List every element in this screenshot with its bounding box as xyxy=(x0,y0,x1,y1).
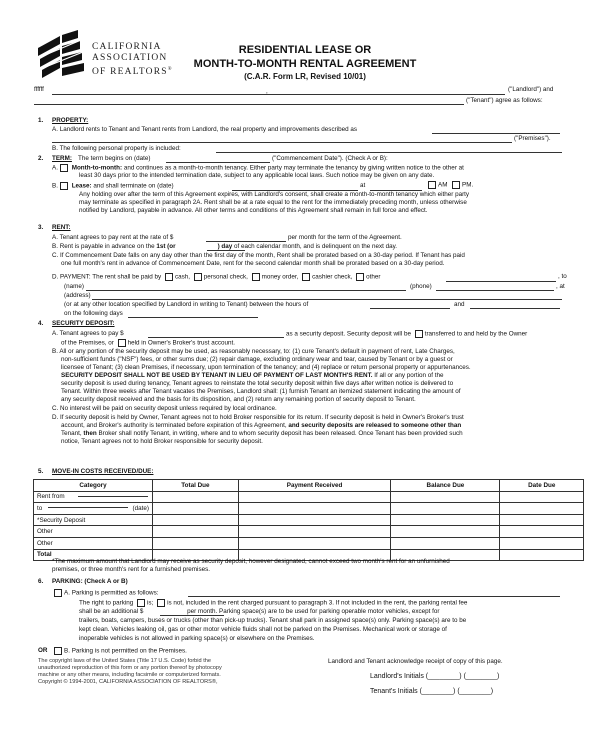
pm-label: PM. xyxy=(462,181,474,189)
table-cell[interactable] xyxy=(391,526,500,538)
parking-description-line[interactable] xyxy=(188,596,560,597)
parking-permitted-checkbox[interactable] xyxy=(54,589,62,597)
copyright-notice xyxy=(38,658,222,686)
s3-b-first: 1st (or xyxy=(156,243,176,250)
s4-b-line-5: security deposit is used during tenancy, Tenant agrees to reinstate the total security deposit within five days after written notice is delivered to xyxy=(61,380,454,387)
section-5-title: MOVE-IN COSTS RECEIVED/DUE: xyxy=(52,468,154,475)
s2-b-label: B. xyxy=(52,182,58,190)
table-cell[interactable] xyxy=(500,503,584,515)
s6-a-text: A. Parking is permitted as follows: xyxy=(64,589,159,597)
col-payment-received: Payment Received xyxy=(238,480,391,492)
s4-b-bold: SECURITY DEPOSIT SHALL NOT BE USED BY TENANT IN LIEU OF PAYMENT OF LAST MONTH'S RENT. xyxy=(61,372,373,379)
s2-a-label: A. xyxy=(52,164,58,172)
table-cell[interactable] xyxy=(153,526,239,538)
row-suffix: (date) xyxy=(132,504,149,512)
parking-fee-line[interactable] xyxy=(160,615,224,616)
s4-d-line-1: D. If security deposit is held by Owner, Tenant agrees not to hold Broker responsible for its return. If security deposit is held in Owner's Broker's trust xyxy=(52,414,464,421)
section-6-title: PARKING: (Check A or B) xyxy=(52,578,128,585)
row-label-text: Total xyxy=(37,551,52,559)
row-label-text: to xyxy=(37,504,43,512)
s2-a-line-2: least 30 days prior to the intended termination date, subject to any applicable local laws. Such notice may be given on any date. xyxy=(79,172,435,179)
s3-to: , to xyxy=(558,273,567,280)
s6-a-line-6: inoperable vehicles is not allowed in parking space(s) or elsewhere on the Premises. xyxy=(79,635,315,642)
s3-b-day: ) day xyxy=(217,243,233,250)
s5-note-1: *The maximum amount that Landlord may receive as security deposit, however designated, cannot exceed two month's rent for an unfurnished xyxy=(52,558,450,565)
cashier-check-checkbox[interactable] xyxy=(302,273,310,281)
s4-d-then: then xyxy=(83,430,97,437)
acknowledgement-text: Landlord and Tenant acknowledge receipt of copy of this page. xyxy=(328,658,503,665)
phone-label: (phone) xyxy=(410,283,432,290)
form-title-1: RESIDENTIAL LEASE OR xyxy=(238,44,372,56)
logo-line-3: OF REALTORS® xyxy=(92,67,173,78)
hours-to-line[interactable] xyxy=(470,308,560,309)
table-cell[interactable] xyxy=(391,491,500,503)
s3-c-line-2: one full month's rent in advance of Commencement Date, rent for the second calendar month shall be prorated based on a 30-day period. xyxy=(61,260,445,267)
premises-label: ("Premises"). xyxy=(514,135,551,142)
s6-a-text-3b: per month. Parking space(s) are to be used for parking operable motor vehicles, except for xyxy=(187,608,440,615)
s3-d-row xyxy=(52,273,381,282)
row-label-text: Rent from xyxy=(37,493,65,501)
s4-a-row-3 xyxy=(61,339,235,348)
table-cell[interactable] xyxy=(153,503,239,515)
s4-b-line-6: Tenant. Within three weeks after Tenant vacates the Premises, Landlord shall: (1) furnish Tenant an itemized statement indicating the amount of xyxy=(61,388,461,395)
cashier-check-label: cashier check, xyxy=(312,273,353,281)
date-field[interactable]: ffffff xyxy=(34,86,44,93)
car-logo xyxy=(38,30,90,80)
month-to-month-label: Month-to-month: xyxy=(71,164,123,172)
property-address-line[interactable] xyxy=(432,133,560,134)
hours-from-line[interactable] xyxy=(370,308,450,309)
property-address-line-2[interactable] xyxy=(52,142,512,143)
logo-line-2: ASSOCIATION xyxy=(92,53,168,63)
parking-not-permitted-checkbox[interactable] xyxy=(54,647,62,655)
copyright-line-1: The copyright laws of the United States (Title 17 U.S. Code) forbid the xyxy=(38,658,211,664)
s6-a-row-3 xyxy=(79,608,440,617)
payee-name-label: (name) xyxy=(64,283,84,290)
money-order-label: money order, xyxy=(261,273,299,281)
payee-name-line[interactable] xyxy=(86,290,406,291)
s2-b-at: at xyxy=(360,182,366,189)
s4-a-text-5: held in Owner's Broker's trust account. xyxy=(127,339,236,347)
s2-b-line-2: Any holding over after the term of this Agreement expires, with Landlord's consent, shall create a month-to-month tenancy which either party xyxy=(79,191,470,198)
section-3-title: RENT: xyxy=(52,224,71,231)
s6-a-line-5: kept clean. Vehicles leaking oil, gas or other motor vehicle fluids shall not be parked on the Premises. Mechanical work or storage of xyxy=(79,626,447,633)
s2-intro: The term begins on (date) xyxy=(78,155,151,162)
s4-b-line-1: B. All or any portion of the security deposit may be used, as reasonably necessary, to: (1) cure Tenant's default in payment of rent, Late Charges, xyxy=(52,348,455,355)
rent-from-line[interactable] xyxy=(78,496,148,497)
parking-is-checkbox[interactable] xyxy=(137,599,145,607)
table-cell[interactable] xyxy=(500,514,584,526)
table-cell[interactable] xyxy=(153,491,239,503)
s6-or: OR xyxy=(38,647,48,654)
s4-a-text-2: as a security deposit. Security deposit will be xyxy=(286,330,411,338)
s4-d-line-2b: and security deposits are released to someone other than xyxy=(288,422,462,429)
s3-a-text-2: per month for the term of the Agreement. xyxy=(288,234,402,241)
days-text: on the following days xyxy=(64,310,123,317)
landlord-initials[interactable]: Landlord's Initials (________) (________) xyxy=(370,673,500,680)
s6-a-row-2 xyxy=(79,599,467,608)
days-line[interactable] xyxy=(128,317,258,318)
logo-line-1: CALIFORNIA xyxy=(92,42,162,52)
parking-is-label: is; xyxy=(147,599,154,607)
table-cell[interactable] xyxy=(500,491,584,503)
month-to-month-checkbox[interactable] xyxy=(60,164,68,172)
section-4-title: SECURITY DEPOSIT: xyxy=(52,320,115,327)
broker-trust-checkbox[interactable] xyxy=(118,339,126,347)
s4-d-line-4: notice, Tenant agrees not to hold Broker responsible for security deposit. xyxy=(61,438,263,445)
rent-amount-line[interactable] xyxy=(206,241,286,242)
s4-c-text: C. No interest will be paid on security deposit unless required by local ordinance. xyxy=(52,405,277,412)
s2-b-row xyxy=(52,182,174,191)
am-option xyxy=(426,181,447,190)
am-checkbox[interactable] xyxy=(428,181,436,189)
table-cell[interactable] xyxy=(153,514,239,526)
table-cell[interactable] xyxy=(391,514,500,526)
table-row[interactable] xyxy=(34,514,584,526)
personal-check-checkbox[interactable] xyxy=(194,273,202,281)
s2-b-line-3: may terminate as specified in paragraph 2A. Rent shall be at a rate equal to the rent for the immediately preceding month, unless otherwise xyxy=(79,199,467,206)
logo-line-3-text: OF REALTORS xyxy=(92,67,168,78)
s3-b-text-3: of each calendar month, and is delinquent on the next day. xyxy=(234,243,398,250)
address-label: (address) xyxy=(64,292,91,299)
pm-option xyxy=(450,181,473,190)
other-payment-checkbox[interactable] xyxy=(356,273,364,281)
s4-b-line-7: any security deposit received and the basis for its disposition, and (2) return any remaining portion of security deposit to Tenant. xyxy=(61,396,416,403)
table-row[interactable] xyxy=(34,537,584,549)
hours-and: and xyxy=(454,301,465,308)
s4-b-line-4: If all or any portion of the xyxy=(374,372,444,379)
tenant-name-line[interactable] xyxy=(34,104,464,105)
move-in-costs-table xyxy=(33,479,584,561)
am-label: AM xyxy=(438,181,448,189)
section-4-number: 4. xyxy=(38,320,44,327)
table-cell[interactable] xyxy=(500,549,584,561)
deposit-amount-line[interactable] xyxy=(148,337,284,338)
s1-b-text: B. The following personal property is included: xyxy=(52,145,181,152)
s2-a-line-1: and continues as a month-to-month tenancy. Either party may terminate the tenancy by giving written notice to the other at xyxy=(123,164,464,172)
personal-property-line[interactable] xyxy=(216,152,562,153)
table-cell[interactable] xyxy=(500,526,584,538)
lease-label: Lease: xyxy=(71,182,92,190)
s4-a-row-2 xyxy=(286,330,527,339)
section-6-number: 6. xyxy=(38,578,44,585)
phone-line[interactable] xyxy=(436,290,554,291)
row-label xyxy=(34,503,153,515)
s4-b-line-2: non-sufficient funds ("NSF") fees, or other sums due; (2) repair damage, excluding ordinary wear and tear, caused by Tenant or by a guest or xyxy=(61,356,453,363)
cash-label: cash, xyxy=(174,273,191,281)
section-1-number: 1. xyxy=(38,117,44,124)
table-header-row xyxy=(34,480,584,492)
table-cell[interactable] xyxy=(238,526,391,538)
table-cell[interactable] xyxy=(238,514,391,526)
s4-d-line-2: account, and Broker's authority is terminated before expiration of this Agreement, xyxy=(61,422,287,429)
cash-checkbox[interactable] xyxy=(165,273,173,281)
col-total-due: Total Due xyxy=(153,480,239,492)
parking-is-not-label: is not, included in the rent charged pursuant to paragraph 3. If not included in the rent, the parking rental fee xyxy=(167,599,468,607)
s6-b-text: B. Parking is not permitted on the Premises. xyxy=(64,647,187,655)
parking-is-not-checkbox[interactable] xyxy=(157,599,165,607)
copyright-line-2: unauthorized reproduction of this form or any portion thereof by photocopy xyxy=(38,665,222,671)
s6-b-row xyxy=(52,647,187,656)
s2-intro-2: ("Commencement Date"). (Check A or B): xyxy=(272,155,388,162)
pm-checkbox[interactable] xyxy=(452,181,460,189)
tenant-initials[interactable]: Tenant's Initials (________) (________) xyxy=(370,688,494,695)
s3-at: , at xyxy=(556,283,565,290)
col-category: Category xyxy=(34,480,153,492)
row-label xyxy=(34,514,153,526)
col-balance-due: Balance Due xyxy=(391,480,500,492)
table-cell[interactable] xyxy=(153,537,239,549)
s3-b-text: B. Rent is payable in advance on the xyxy=(52,243,155,250)
s6-a-row xyxy=(52,589,159,598)
form-title-2: MONTH-TO-MONTH RENTAL AGREEMENT xyxy=(193,58,417,70)
hours-text: (or at any other location specified by Landlord in writing to Tenant) between the hours of xyxy=(64,301,309,308)
s6-a-text-3: shall be an additional $ xyxy=(79,608,144,615)
landlord-label: ("Landlord") and xyxy=(508,86,554,93)
s3-a-text: A. Tenant agrees to pay rent at the rate of $ xyxy=(52,234,174,241)
row-label-text: Other xyxy=(37,528,53,536)
s4-a-text: A. Tenant agrees to pay $ xyxy=(52,330,124,337)
s6-a-line-4: trailers, boats, campers, buses or trucks (other than pick-up trucks). Tenant shall park in assigned space(s) only. Parking space(s) are to be xyxy=(79,617,467,624)
s6-a-text-2: The right to parking xyxy=(79,599,134,607)
section-5-number: 5. xyxy=(38,468,44,475)
s3-d-text: D. PAYMENT: The rent shall be paid by xyxy=(52,273,162,281)
table-row[interactable] xyxy=(34,526,584,538)
table-row[interactable] xyxy=(34,503,584,515)
table-cell[interactable] xyxy=(500,537,584,549)
section-1-title: PROPERTY: xyxy=(52,117,89,124)
payment-address-line[interactable] xyxy=(92,299,562,300)
s5-note-2: premises, or three month's rent for a furnished premises. xyxy=(52,566,210,573)
row-label-text: Other xyxy=(37,539,53,547)
s4-d-line-3c: Broker shall notify Tenant, in writing, where and to whom security deposit has been released. Once Tenant has been provided such xyxy=(98,430,463,437)
copyright-line-4: Copyright © 1994-2001, CALIFORNIA ASSOCIATION OF REALTORS®, xyxy=(38,679,218,685)
s4-a-text-4: of the Premises, or xyxy=(61,339,114,347)
s4-d-line-3: Tenant, xyxy=(61,430,82,437)
table-cell[interactable] xyxy=(238,491,391,503)
section-2-number: 2. xyxy=(38,155,44,162)
landlord-name-line[interactable] xyxy=(52,94,505,95)
table-cell[interactable] xyxy=(391,537,500,549)
commencement-date-line[interactable] xyxy=(166,162,270,163)
section-2-title: TERM: xyxy=(52,155,72,162)
other-payment-line[interactable] xyxy=(446,281,556,282)
rent-to-line[interactable] xyxy=(48,507,128,508)
tenant-label: ("Tenant") agree as follows: xyxy=(466,97,543,104)
money-order-checkbox[interactable] xyxy=(252,273,260,281)
car-logo-icon xyxy=(38,30,90,80)
s4-b-line-3: licensee of Tenant; (3) clean Premises, if necessary, upon termination of the tenancy; and (4) replace or return personal property or appurtenances. xyxy=(61,364,471,371)
s2-b-line-1: and shall terminate on (date) xyxy=(93,182,174,190)
col-date-due: Date Due xyxy=(500,480,584,492)
table-cell[interactable] xyxy=(238,503,391,515)
copyright-line-3: machine or any other means, including facsimile or computerized formats. xyxy=(38,672,221,678)
table-cell[interactable] xyxy=(391,503,500,515)
owner-held-checkbox[interactable] xyxy=(415,330,423,338)
comma-1: , xyxy=(266,88,268,95)
table-cell[interactable] xyxy=(238,537,391,549)
row-label xyxy=(34,537,153,549)
rent-due-day-line[interactable] xyxy=(207,250,245,251)
form-subtitle: (C.A.R. Form LR, Revised 10/01) xyxy=(244,72,366,81)
row-label-text: *Security Deposit xyxy=(37,516,86,524)
s1-a-text: A. Landlord rents to Tenant and Tenant rents from Landlord, the real property and improvements described as xyxy=(52,126,357,133)
section-3-number: 3. xyxy=(38,224,44,231)
s2-b-line-4: notified by Landlord, payable in advance. All other terms and conditions of this Agreement shall remain in full force and effect. xyxy=(79,207,428,214)
s4-a-text-3: transferred to and held by the Owner xyxy=(424,330,528,338)
personal-check-label: personal check, xyxy=(203,273,248,281)
s3-c-line-1: C. If Commencement Date falls on any day other than the first day of the month, Rent shall be prorated based on a 30-day period. If Tenant has paid xyxy=(52,252,465,259)
row-label xyxy=(34,526,153,538)
other-payment-label: other xyxy=(366,273,381,281)
lease-checkbox[interactable] xyxy=(60,182,68,190)
